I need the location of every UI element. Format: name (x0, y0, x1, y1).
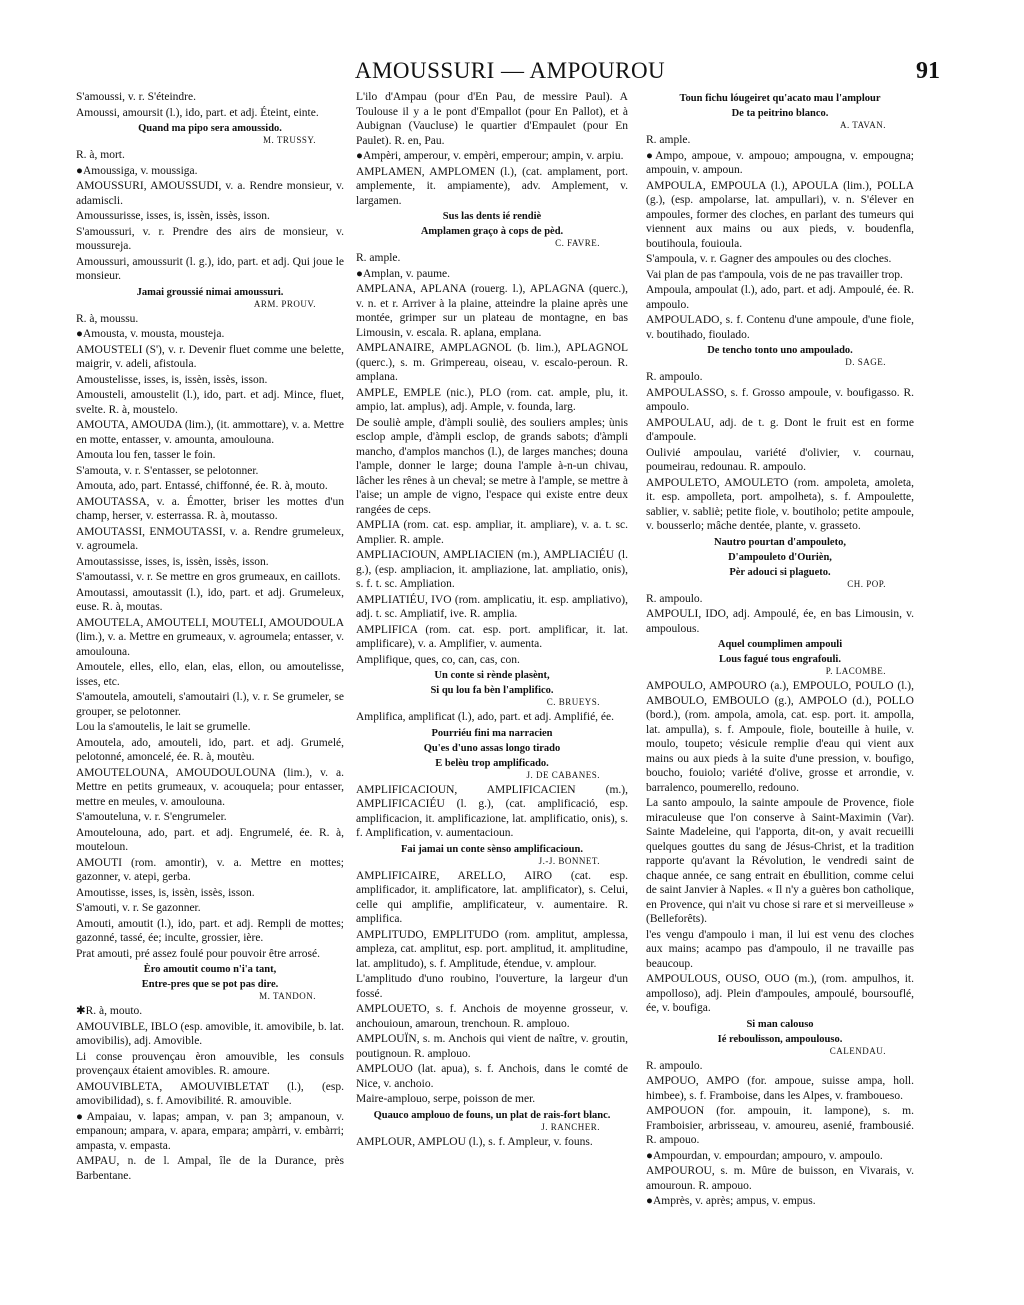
quotation-line: Qu'es d'uno assas longo tirado (423, 742, 561, 754)
quotation-line: Aquel coumplimen ampouli (717, 639, 843, 650)
dictionary-entry: R. ampoulo. (646, 592, 703, 605)
dictionary-entry: S'amoutassi, v. r. Se mettre en gros grumeaux, en caillots. (76, 571, 341, 583)
dictionary-entry: ●Amousta, v. mousta, mousteja. (76, 328, 225, 340)
quotation-line: De tencho tonto uno ampoulado. (707, 345, 853, 356)
dictionary-entry: AMPLIFICAIRE, ARELLO, AIRO (cat. esp. amplificador, it. amplificatore, lat. amplificator), s. Celui, celle qui amplifie, amplificateur, v. aumentaire. R. amplifica. (356, 869, 628, 925)
dictionary-entry: Prat amouti, pré assez foulé pour pouvoir être arrosé. (76, 947, 320, 960)
dictionary-entry: Amouta lou fen, tasser le foin. (76, 449, 216, 461)
dictionary-entry: AMPLIACIOUN, AMPLIACIEN (m.), AMPLIACIÉU (l. g.), (esp. ampliacion, it. ampliazione, lat. ampliatio, onis), s. f. t. sc. Ampliation. (356, 549, 628, 590)
quotation-source: A. TAVAN. (839, 120, 886, 130)
dictionary-entry: S'ampoula, v. r. Gagner des ampoules ou des cloches. (646, 253, 892, 265)
dictionary-entry: AMPOULAU, adj. de t. g. Dont le fruit est en forme d'ampoule. (646, 416, 914, 443)
quotation-line: Quauco amplouo de founs, un plat de rais-fort blanc. (373, 1109, 611, 1121)
dictionary-entry: Amoutisse, isses, is, issèn, issès, isson. (76, 886, 255, 899)
dictionary-entry: ●Ampourdan, v. empourdan; ampouro, v. ampoulo. (646, 1149, 883, 1162)
dictionary-entry: ●Ampaiau, v. lapas; ampan, v. pan 3; ampanoun, v. empanoun; ampara, v. apara, empara; ampàrri, v. embàrri; ampasta, v. empasta. (76, 1110, 344, 1152)
dictionary-entry: Vai plan de pas t'ampoula, vois de ne pas travailler trop. (646, 268, 903, 281)
quotation-line: Jamai groussié nimai amoussuri. (136, 286, 284, 298)
dictionary-entry: AMPOULO, AMPOURO (a.), EMPOULO, POULO (l.), AMBOULO, EMBOULO (g.), AMPOLO (d.), POLLO (bord.), (rom. ampola, amola, cat. esp. port. it. ampolla, lat. ampulla), s. f. Ampoule, fiole, bouteille à huile, v. moulo, toupeto; vésicule remplie d'eau qui vient aux mains ou aux pieds à la suite d'une pression, v. boufigo, boucho, fouiolo; variété d'olive, grosse et arrondie, v. barralenco, poumerello, redouno. (646, 680, 914, 794)
dictionary-entry: Oulivié ampoulau, variété d'olivier, v. cournau, poumeirau, redounau. R. ampoulo. (646, 446, 914, 473)
quotation-line: Ié reboulisson, ampoulouso. (717, 1033, 843, 1045)
dictionary-entry: AMPLAMEN, AMPLOMEN (l.), (cat. amplament, port. amplemente, it. ampiamente), adv. Amplement, v. largamen. (356, 165, 628, 207)
dictionary-entry: ●Amprès, v. après; ampus, v. empus. (646, 1195, 816, 1207)
dictionary-entry: AMOUTELOUNA, AMOUDOULOUNA (lim.), v. a. Mettre en petits grumeaux, v. acouquela; pour entasser, mettre en meules, v. amoulouna. (76, 766, 344, 808)
dictionary-entry: AMPLIA (rom. cat. esp. ampliar, it. ampliare), v. a. t. sc. Amplier. R. ample. (356, 519, 628, 546)
quotation-source: J. DE CABANES. (526, 769, 600, 780)
dictionary-entry: AMPAU, n. de l. Ampal, île de la Durance, près Barbentane. (76, 1155, 344, 1182)
quotation-source: M. TRUSSY. (263, 135, 316, 145)
dictionary-entry: AMPOULETO, AMOULETO (rom. ampoleta, amoleta, it. esp. ampolleta, port. ampolheta), s. f. Ampoulette, sablier, v. sabliè; petite fiole, v. boutiholo; petite ampoule, v. bousserlo; mâche dentée, plante, v. grasseto. (646, 476, 914, 532)
dictionary-entry: l'es vengu d'ampoulo i man, il lui est venu des cloches aux mains; acampo pas d'ampoulo, il ne travaille pas beaucoup. (646, 928, 914, 970)
dictionary-entry: AMOUTELA, AMOUTELI, MOUTELI, AMOUDOULA (lim.), v. a. Mettre en grumeaux, v. agroumela; entasser, v. amoulouna. (76, 616, 344, 658)
dictionary-entry: R. ampoulo. (646, 1059, 703, 1072)
dictionary-entry: AMOUSTELI (S'), v. r. Devenir fluet comme une belette, maigrir, v. adeli, afistoula. (76, 343, 344, 370)
dictionary-entry: Amoustelisse, isses, is, issèn, issès, isson. (76, 373, 268, 386)
dictionary-entry: AMPLOUETO, s. f. Anchois de moyenne grosseur, v. anchouioun, amaroun, trenchoun. R. amplouo. (356, 1003, 628, 1030)
dictionary-entry: Amoutassi, amoutassit (l.), ido, part. et adj. Grumeleux, euse. R. à, moutas. (76, 586, 344, 613)
dictionary-entry: Amplifica, amplificat (l.), ado, part. et adj. Amplifié, ée. (356, 711, 615, 723)
quotation-line: Fai jamai un conte sènso amplificacioun. (400, 843, 583, 855)
dictionary-entry: Amousteli, amoustelit (l.), ido, part. et adj. Mince, fluet, svelte. R. à, moustelo. (76, 389, 344, 416)
quotation-line: Si qu lou fa bèn l'amplifico. (430, 685, 554, 696)
quotation-line: Entre-pres que se pot pas dire. (141, 979, 279, 990)
dictionary-entry: AMOUSSURI, AMOUSSUDI, v. a. Rendre monsieur, v. adamiscli. (76, 180, 344, 207)
dictionary-entry: AMPOUROU, s. m. Mûre de buisson, en Vivarais, v. amouroun. R. ampouo. (646, 1165, 914, 1192)
dictionary-entry: AMOUVIBLETA, AMOUVIBLETAT (l.), (esp. amovibilidad), s. f. Amovibilité. R. amouvible. (76, 1080, 344, 1107)
dictionary-entry: AMPLOUÏN, s. m. Anchois qui vient de naître, v. groutin, poutignoun. R. amplouo. (356, 1033, 628, 1060)
quotation-source: C. BRUEYS. (546, 697, 600, 707)
dictionary-entry: S'amoussi, v. r. S'éteindre. (76, 91, 196, 103)
dictionary-entry: Amplifique, ques, co, can, cas, con. (356, 653, 520, 666)
dictionary-entry: Amoussuri, amoussurit (l. g.), ido, part. et adj. Qui joue le monsieur. (76, 255, 344, 282)
quotation-source: ARM. PROUV. (253, 298, 316, 309)
quotation-line: Lous fagué tous engrafouli. (719, 654, 841, 665)
dictionary-entry: AMPLIFICACIOUN, AMPLIFICACIEN (m.), AMPLIFICACIÉU (l. g.), (cat. amplificació, esp. amplificacion, it. amplificazione, lat. amplificatio, onis), s. f. Amplification, v. aumentacioun. (356, 783, 628, 839)
quotation-line: Un conte si rènde plasènt, (434, 670, 550, 681)
dictionary-entry: Lou la s'amoutelis, le lait se grumelle. (76, 721, 251, 733)
column-middle (356, 90, 628, 1300)
column-right (646, 90, 914, 1300)
quotation-line: Quand ma pipo sera amoussido. (138, 123, 282, 134)
dictionary-entry: ●Amoussiga, v. moussiga. (76, 164, 198, 177)
dictionary-entry: AMPLANA, APLANA (rouerg. l.), APLAGNA (querc.), v. n. et r. Arriver à la plaine, atteindre la plaine après une montée, grimper sur un plateau de montagne, en bas Limousin, v. escala. R. aplana, emplana. (356, 283, 628, 339)
quotation-source: M. TANDON. (259, 991, 316, 1001)
dictionary-entry: AMPOULADO, s. f. Contenu d'une ampoule, d'une fiole, v. boutihado, fioulado. (646, 314, 914, 341)
page-number: 91 (916, 58, 940, 84)
dictionary-entry: R. ample. (646, 134, 691, 146)
dictionary-entry: ✱R. à, mouto. (76, 1005, 143, 1017)
dictionary-entry: Amoutassisse, isses, is, issèn, issès, isson. (76, 555, 269, 568)
dictionary-entry: AMPLITUDO, EMPLITUDO (rom. amplitut, amplessa, ampleza, cat. amplitut, esp. port. amplitud, it. amplitudine, lat. amplitudo), s. f. Amplitude, étendue, v. amplour. (356, 928, 628, 970)
dictionary-entry: ●Ampo, ampoue, v. ampouo; ampougna, v. empougna; ampouin, v. ampoun. (646, 149, 914, 176)
dictionary-entry: S'amoutela, amouteli, s'amoutairi (l.), v. r. Se grumeler, se grouper, se pelotonner. (76, 691, 344, 718)
quotation-line: Nautro pourtan d'ampouleto, (714, 536, 846, 548)
quotation-source: CH. POP. (847, 578, 886, 589)
quotation-line: De ta peitrino blanco. (731, 108, 829, 119)
dictionary-entry: S'amouta, v. r. S'entasser, se pelotonner. (76, 464, 259, 477)
dictionary-entry: AMPLIATIÉU, IVO (rom. amplicatiu, it. esp. ampliativo), adj. t. sc. Ampliatif, ive. R. amplia. (356, 593, 628, 620)
dictionary-entry: AMPLANAIRE, AMPLAGNOL (b. lim.), APLAGNOL (querc.), s. m. Grimpereau, oiseau, v. escalo-peroun. R. amplana. (356, 342, 628, 383)
dictionary-entry: Li conse prouvençau èron amouvible, les consuls provençaux étaient amovibles. R. amoure. (76, 1050, 344, 1077)
quotation-source: C. FAVRE. (555, 238, 600, 248)
dictionary-entry: Amoutelouna, ado, part. et adj. Engrumelé, ée. R. à, mouteloun. (76, 826, 344, 853)
quotation-line: Pourriéu fini ma narracien (431, 727, 553, 739)
dictionary-entry: S'amouti, v. r. Se gazonner. (76, 902, 201, 914)
dictionary-entry: L'amplitudo d'uno roubino, l'ouverture, la largeur d'un fossé. (356, 973, 628, 1000)
dictionary-entry: Amoussi, amoursit (l.), ido, part. et adj. Éteint, einte. (76, 106, 319, 119)
running-header (80, 58, 940, 84)
quotation-source: J. RANCHER. (541, 1121, 600, 1132)
dictionary-entry: Amoutele, elles, ello, elan, elas, ellon, ou amoutelisse, isses, etc. (76, 661, 344, 688)
quotation-line: Si man calouso (746, 1018, 814, 1030)
dictionary-entry: S'amouteluna, v. r. S'engrumeler. (76, 811, 227, 823)
quotation-line: D'ampouleto d'Ourièn, (728, 551, 832, 563)
dictionary-entry: AMOUTASSA, v. a. Émotter, briser les mottes d'un champ, herser, v. esterrassa. R. à, moutasso. (76, 495, 344, 522)
dictionary-entry: AMPOUO, AMPO (for. ampoue, suisse ampa, holl. himbee), s. f. Framboise, dans les Alpes, v. framboueso. (646, 1075, 914, 1102)
dictionary-entry: AMPOULA, EMPOULA (l.), APOULA (lim.), POLLA (g.), (esp. ampolarse, lat. ampullari), v. n. S'élever en ampoules, former des cloches, en parlant des tumeurs qui viennent aux mains ou aux pieds, v. boudenfla, boutihoula, fouioula. (646, 179, 914, 250)
quotation-source: D. SAGE. (845, 357, 886, 367)
dictionary-entry: R. à, moussu. (76, 312, 139, 325)
quotation-line: Sus las dents ié rendiè (442, 211, 542, 222)
dictionary-entry: L'ilo d'Ampau (pour d'En Pau, de messire Paul). A Toulouse il y a le pont d'Empallot (pour En Pallot), et à Aubignan (Vaucluse) le quartier d'Empaulet (pour En Paulet). R. en, Pau. (356, 91, 628, 147)
dictionary-entry: AMPLOUR, AMPLOU (l.), s. f. Ampleur, v. founs. (356, 1135, 593, 1148)
dictionary-entry: AMPOUON (for. ampouin, it. lampone), s. m. Framboisier, arbrisseau, v. amoureu, asenié, frambousié. R. ampouo. (646, 1105, 914, 1146)
dictionary-entry: Amoussurisse, isses, is, issèn, issès, isson. (76, 210, 270, 222)
quotation-line: Pèr adouci si plagueto. (729, 566, 831, 578)
dictionary-entry: AMOUVIBLE, IBLO (esp. amovible, it. amovibile, b. lat. amovibilis), adj. Amovible. (76, 1020, 344, 1047)
dictionary-entry: De souliè ample, d'àmpli souliè, des souliers amples; ùnis esclop ample, d'àmpli esclop, de grands sabots; d'àmpli mancho, d'amplos manchos (l.), de larges manches; douna l'ample, donner le large; douna l'ample à-n-un chivau, lâcher les rênes à un cheval; se metre à l'ample, se mettre à l'aise; un ample de vigno, l'espace qui existe entre deux rangées de ceps. (356, 416, 628, 516)
quotation-source: P. LACOMBE. (825, 666, 886, 676)
dictionary-entry: Amoutela, ado, amouteli, ido, part. et adj. Grumelé, pelotonné, amoncelé, ée. R. à, moutèu. (76, 736, 344, 763)
dictionary-entry: AMPLE, EMPLE (nic.), PLO (rom. cat. ample, plu, it. ampio, lat. amplus), adj. Ample, v. founda, larg. (356, 386, 628, 413)
dictionary-entry: AMOUTI (rom. amontir), v. a. Mettre en mottes; gazonner, v. atepi, gerba. (76, 856, 344, 883)
dictionary-entry: S'amoussuri, v. r. Prendre des airs de monsieur, v. moussureja. (76, 225, 344, 252)
dictionary-entry: R. à, mort. (76, 149, 125, 161)
quotation-source: J.-J. BONNET. (538, 855, 600, 866)
quotation-line: Amplamen graço à cops de pèd. (420, 226, 564, 237)
running-title: AMOUSSURI — AMPOUROU (354, 58, 666, 83)
dictionary-entry: La santo ampoulo, la sainte ampoule de Provence, fiole miraculeuse que l'on conserve à Saint-Maximin (Var). Sainte Madeleine, qui l'apporta, dit-on, y avait recueilli quelques gouttes du sang de Jésus-Christ, et la tradition rapporte qu'avant la Révolution, le vendredi saint de chaque année, ce sang entrait en ébullition, comme celui de saint Janvier à Naples. « Il n'y a guères bon catholique, en Provence, qui n'ait vu chose si rare et si merveilleuse » (Belleforêts). (646, 797, 914, 925)
dictionary-entry: AMPOULASSO, s. f. Grosso ampoule, v. boufigasso. R. ampoulo. (646, 386, 914, 413)
dictionary-entry: Amouta, ado, part. Entassé, chiffonné, ée. R. à, mouto. (76, 480, 328, 492)
dictionary-entry: R. ampoulo. (646, 371, 703, 383)
dictionary-entry: R. ample. (356, 252, 401, 264)
dictionary-entry: AMPOULOUS, OUSO, OUO (m.), (rom. ampulhos, it. ampolloso), adj. Plein d'ampoules, ampoulé, boursouflé, ée, v. boufiga. (646, 973, 914, 1014)
dictionary-entry: Maire-amplouo, serpe, poisson de mer. (356, 1093, 536, 1105)
quotation-line: Èro amoutit coumo n'i'a tant, (143, 964, 277, 975)
dictionary-entry: Amouti, amoutit (l.), ido, part. et adj. Rempli de mottes; gazonné, tassé, ée; inculte, grossier, ière. (76, 917, 344, 944)
column-left (76, 90, 344, 1300)
dictionary-entry: AMOUTASSI, ENMOUTASSI, v. a. Rendre grumeleux, v. agroumela. (76, 525, 344, 552)
dictionary-entry: ●Ampèri, amperour, v. empèri, emperour; ampin, v. arpiu. (356, 150, 624, 162)
dictionary-entry: Ampoula, ampoulat (l.), ado, part. et adj. Ampoulé, ée. R. ampoulo. (646, 284, 914, 311)
dictionary-entry: AMPLIFICA (rom. cat. esp. port. amplificar, it. lat. amplificare), v. a. Amplifier, v. aumenta. (356, 623, 628, 650)
quotation-line: Toun fichu lóugeiret qu'acato mau l'amplour (679, 93, 881, 104)
dictionary-entry: AMOUTA, AMOUDA (lim.), (it. ammottare), v. a. Mettre en motte, entasser, v. amounta, amoulouna. (76, 419, 344, 446)
dictionary-entry: AMPOULI, IDO, adj. Ampoulé, ée, en bas Limousin, v. ampoulous. (646, 608, 914, 635)
dictionary-entry: AMPLOUO (lat. apua), s. f. Anchois, dans le comté de Nice, v. anchoio. (356, 1063, 628, 1090)
quotation-source: CALENDAU. (829, 1045, 886, 1056)
dictionary-entry: ●Amplan, v. paume. (356, 267, 451, 280)
quotation-line: E belèu trop amplificado. (435, 757, 549, 769)
